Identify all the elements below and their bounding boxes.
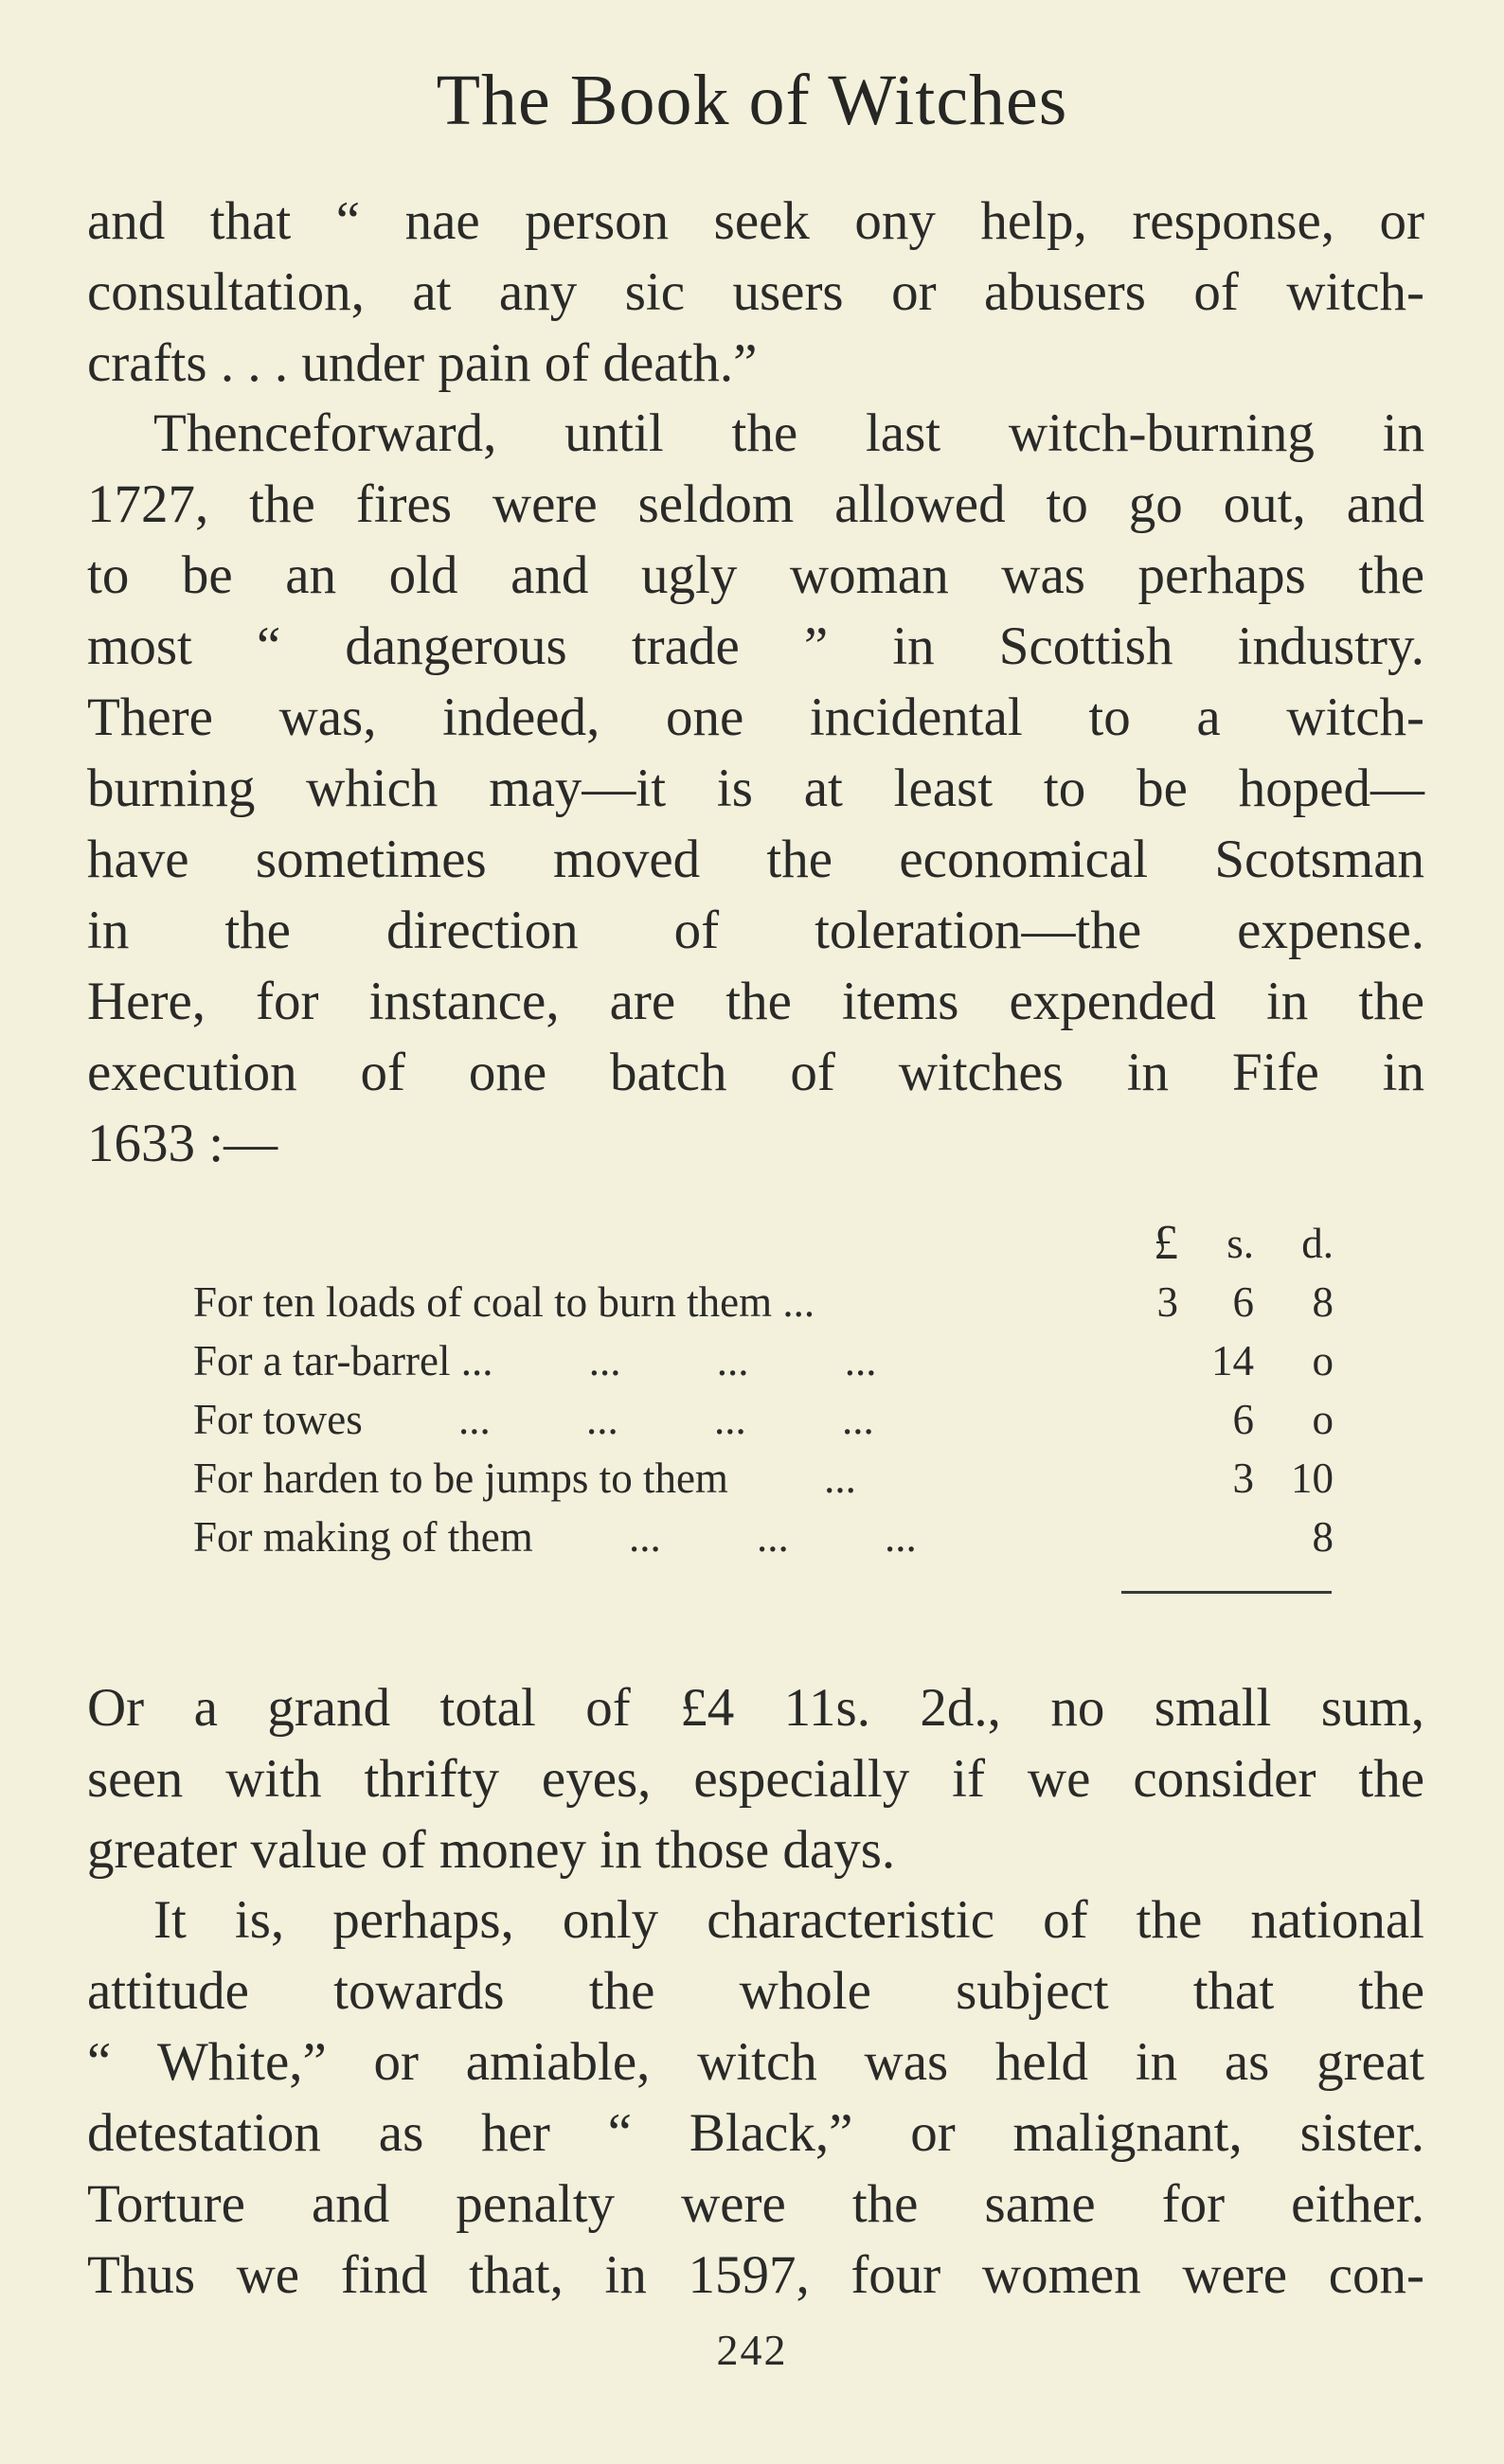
text-line: to be an old and ugly woman was perhaps the: [87, 545, 1424, 605]
account-item: For ten loads of coal to burn them ...: [193, 1278, 815, 1326]
account-item: For making of them ... ... ...: [193, 1513, 917, 1561]
text-line: There was, indeed, one incidental to a witch-: [87, 687, 1424, 747]
pounds-value: 3: [1156, 1278, 1178, 1326]
accounts-row: [193, 1331, 1339, 1390]
shillings-value: 6: [1232, 1396, 1254, 1443]
accounts-row: [193, 1390, 1339, 1449]
text-line: Thus we find that, in 1597, four women were con-: [87, 2245, 1424, 2305]
pence-value: o: [1312, 1337, 1334, 1384]
text-line: and that “ nae person seek ony help, response, or: [87, 191, 1424, 251]
account-item: For a tar-barrel ... ... ... ...: [193, 1337, 877, 1384]
text-line: “ White,” or amiable, witch was held in as great: [87, 2032, 1424, 2092]
accounts-row: [193, 1449, 1339, 1508]
text-line: in the direction of toleration—the expense.: [87, 901, 1424, 960]
text-line: have sometimes moved the economical Scotsman: [87, 830, 1424, 889]
text-line: Thenceforward, until the last witch-burning in: [153, 403, 1424, 463]
text-line: 1633 :—: [87, 1114, 278, 1173]
text-line: most “ dangerous trade ” in Scottish industry.: [87, 616, 1424, 676]
pence-value: 8: [1312, 1513, 1334, 1561]
text-line: 1727, the fires were seldom allowed to go out, and: [87, 474, 1424, 534]
shillings-value: 14: [1211, 1337, 1254, 1384]
text-line: crafts . . . under pain of death.”: [87, 333, 758, 393]
text-line: Or a grand total of £4 11s. 2d., no small sum,: [87, 1678, 1424, 1738]
paragraph-4: [87, 1884, 1424, 2311]
pence-value: o: [1312, 1396, 1334, 1443]
text-line: detestation as her “ Black,” or malignant, sister.: [87, 2103, 1424, 2163]
running-head: The Book of Witches: [436, 61, 1068, 140]
shillings-value: 6: [1232, 1278, 1254, 1326]
paragraph-2: [87, 398, 1424, 1179]
accounts-row: [193, 1273, 1339, 1331]
paragraph-1: [87, 186, 1424, 399]
text-line: seen with thrifty eyes, especially if we consider the: [87, 1749, 1424, 1809]
accounts-row: [193, 1508, 1339, 1566]
shillings-header: s.: [1226, 1220, 1254, 1267]
accounts-header: [193, 1214, 1339, 1273]
paragraph-3: [87, 1672, 1424, 1885]
text-line: attitude towards the whole subject that the: [87, 1961, 1424, 2021]
pence-value: 10: [1291, 1455, 1334, 1502]
account-item: For towes ... ... ... ...: [193, 1396, 874, 1443]
total-rule: [1121, 1591, 1332, 1594]
shillings-value: 3: [1232, 1455, 1254, 1502]
text-line: greater value of money in those days.: [87, 1820, 896, 1880]
text-line: It is, perhaps, only characteristic of the national: [153, 1890, 1424, 1950]
expense-accounts-table: [193, 1214, 1339, 1566]
text-line: Torture and penalty were the same for either.: [87, 2174, 1424, 2234]
text-line: consultation, at any sic users or abusers of witch-: [87, 262, 1424, 322]
page-number: 242: [716, 2326, 788, 2374]
account-item: For harden to be jumps to them ...: [193, 1455, 856, 1502]
pence-value: 8: [1312, 1278, 1334, 1326]
pounds-header: £: [1154, 1216, 1178, 1270]
text-line: execution of one batch of witches in Fife in: [87, 1043, 1424, 1102]
pence-header: d.: [1301, 1220, 1334, 1267]
text-line: burning which may—it is at least to be hoped—: [87, 759, 1424, 818]
text-line: Here, for instance, are the items expended in the: [87, 972, 1424, 1031]
